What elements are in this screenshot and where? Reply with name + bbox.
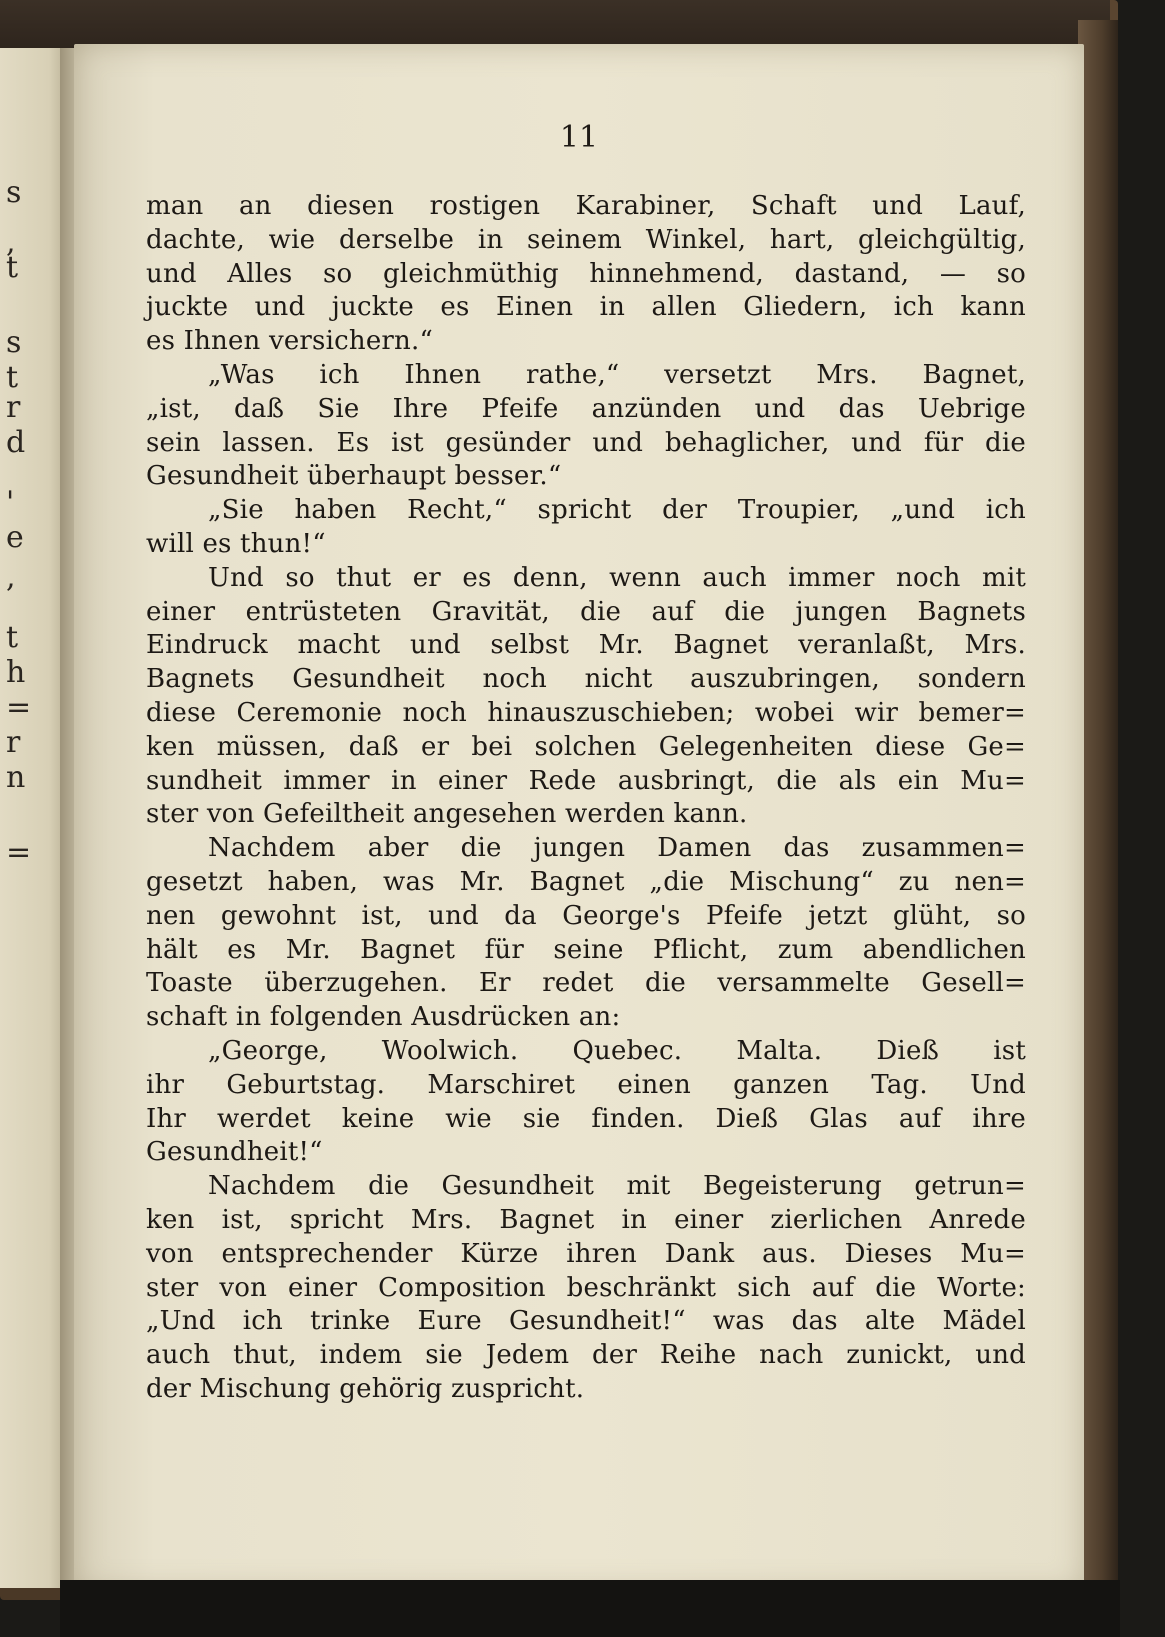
- book-page: [74, 44, 1084, 1592]
- text-line: will es thun!“: [146, 528, 326, 559]
- text-line: einer entrüsteten Gravität, die auf die jungen Bagnets: [146, 596, 1026, 627]
- text-line: diese Ceremonie noch hinauszuschieben; wobei wir bemer=: [146, 697, 1026, 728]
- left-page-text-fragment: r: [6, 725, 21, 760]
- text-line: „George, Woolwich. Quebec. Malta. Dieß ist: [208, 1035, 1026, 1066]
- left-page-text-fragment: h: [6, 655, 26, 690]
- left-page-text-fragment: s: [6, 175, 22, 210]
- text-line: dachte, wie derselbe in seinem Winkel, hart, gleichgültig,: [146, 224, 1026, 255]
- text-line: Nachdem die Gesundheit mit Begeisterung getrun=: [208, 1171, 1026, 1202]
- text-line: es Ihnen versichern.“: [146, 326, 433, 357]
- text-line: von entsprechender Kürze ihren Dank aus. Dieses Mu=: [146, 1238, 1026, 1269]
- text-line: ster von einer Composition beschränkt sich auf die Worte:: [146, 1272, 1026, 1303]
- text-line: „Sie haben Recht,“ spricht der Troupier, „und ich: [208, 495, 1026, 526]
- text-line: ken müssen, daß er bei solchen Gelegenheiten diese Ge=: [146, 731, 1026, 762]
- text-line: gesetzt haben, was Mr. Bagnet „die Mischung“ zu nen=: [146, 866, 1026, 897]
- left-page-text-fragment: n: [6, 760, 26, 795]
- left-page-text-fragment: =: [6, 690, 32, 725]
- text-line: sein lassen. Es ist gesünder und behaglicher, und für die: [146, 427, 1026, 458]
- left-page-text-fragment: =: [6, 835, 32, 870]
- text-line: Eindruck macht und selbst Mr. Bagnet veranlaßt, Mrs.: [146, 630, 1026, 661]
- text-line: sundheit immer in einer Rede ausbringt, die als ein Mu=: [146, 765, 1026, 796]
- text-line: und Alles so gleichmüthig hinnehmend, dastand, — so: [146, 258, 1026, 289]
- text-line: „ist, daß Sie Ihre Pfeife anzünden und das Uebrige: [146, 393, 1026, 424]
- text-line: Nachdem aber die jungen Damen das zusammen=: [208, 833, 1026, 864]
- text-line: schaft in folgenden Ausdrücken an:: [146, 1002, 621, 1033]
- text-line: Gesundheit!“: [146, 1137, 323, 1168]
- text-line: ken ist, spricht Mrs. Bagnet in einer zierlichen Anrede: [146, 1204, 1026, 1235]
- text-line: Bagnets Gesundheit noch nicht auszubringen, sondern: [146, 664, 1026, 695]
- left-page-text-fragment: s: [6, 325, 22, 360]
- text-line: „Was ich Ihnen rathe,“ versetzt Mrs. Bagnet,: [208, 359, 1026, 390]
- book-cover-right-edge: [1078, 20, 1118, 1600]
- left-page-text-fragment: t: [6, 620, 19, 655]
- left-page-text-fragment: r: [6, 390, 21, 425]
- left-page-text-fragment: ': [6, 485, 15, 520]
- text-line: Und so thut er es denn, wenn auch immer noch mit: [208, 562, 1026, 593]
- text-line: der Mischung gehörig zuspricht.: [146, 1373, 585, 1404]
- text-line: ster von Gefeiltheit angesehen werden kann.: [146, 799, 748, 830]
- left-page-text-fragment: d: [6, 425, 26, 460]
- text-line: Toaste überzugehen. Er redet die versammelte Gesell=: [146, 968, 1026, 999]
- text-line: man an diesen rostigen Karabiner, Schaft und Lauf,: [146, 191, 1026, 221]
- text-line: nen gewohnt ist, und da George's Pfeife jetzt glüht, so: [146, 900, 1026, 931]
- left-page-text-fragment: ,: [6, 560, 16, 595]
- bottom-shadow: [60, 1580, 1120, 1637]
- text-line: auch thut, indem sie Jedem der Reihe nach zunickt, und: [146, 1340, 1026, 1371]
- text-line: ihr Geburtstag. Marschiret einen ganzen Tag. Und: [146, 1069, 1026, 1100]
- left-page-text-fragment: ,: [6, 225, 16, 260]
- text-line: Ihr werdet keine wie sie finden. Dieß Glas auf ihre: [146, 1103, 1026, 1134]
- page-number: 11: [559, 120, 599, 155]
- page-body-text: [146, 190, 1026, 1407]
- left-page-text-fragment: e: [6, 520, 24, 555]
- text-line: „Und ich trinke Eure Gesundheit!“ was das alte Mädel: [146, 1306, 1026, 1337]
- text-line: hält es Mr. Bagnet für seine Pflicht, zum abendlichen: [146, 934, 1026, 965]
- left-page-text-fragment: t: [6, 250, 19, 285]
- text-line: juckte und juckte es Einen in allen Gliedern, ich kann: [146, 292, 1026, 323]
- left-page-text-fragment: t: [6, 360, 19, 395]
- text-line: Gesundheit überhaupt besser.“: [146, 461, 562, 492]
